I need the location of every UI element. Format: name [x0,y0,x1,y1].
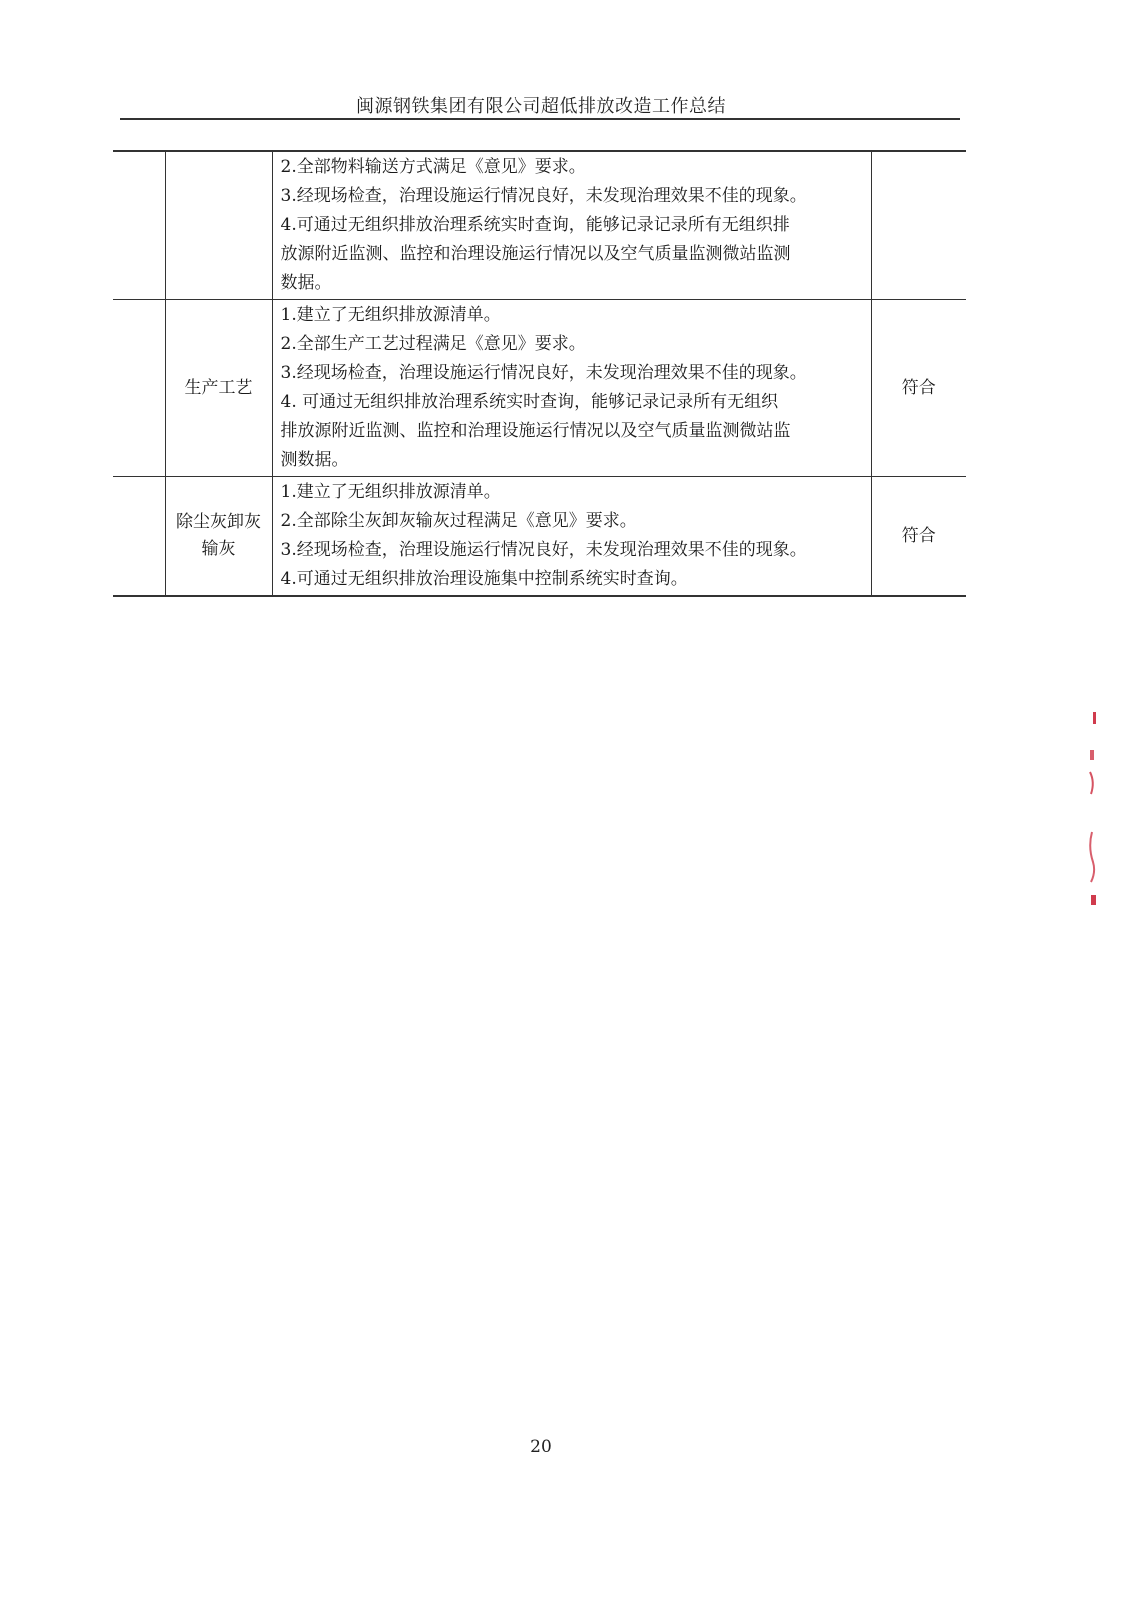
content-cell [272,151,871,300]
content-line: 2.全部物料输送方式满足《意见》要求。 [280,157,586,177]
content-line: 4.可通过无组织排放治理设施集中控制系统实时查询。 [280,569,688,589]
category-cell: 除尘灰卸灰输灰 [165,477,272,597]
index-cell [113,477,165,597]
content-line: 2.全部生产工艺过程满足《意见》要求。 [280,334,586,354]
seal-stamp-fragment-icon [1087,712,1097,912]
document-header-title: 闽源钢铁集团有限公司超低排放改造工作总结 [356,96,726,117]
content-line: 1.建立了无组织排放源清单。 [280,482,501,502]
content-line: 数据。 [280,273,332,293]
content-line: 4.可通过无组织排放治理系统实时查询，能够记录记录所有无组织排 [280,215,790,235]
content-line: 3.经现场检查，治理设施运行情况良好，未发现治理效果不佳的现象。 [280,363,807,383]
content-line: 3.经现场检查，治理设施运行情况良好，未发现治理效果不佳的现象。 [280,540,807,560]
table-row [113,477,966,597]
category-cell: 生产工艺 [165,300,272,477]
content-line: 4. 可通过无组织排放治理系统实时查询，能够记录记录所有无组织 [280,392,779,412]
content-line: 1.建立了无组织排放源清单。 [280,305,501,325]
result-cell: 符合 [871,477,966,597]
page-number: 20 [530,1437,552,1457]
content-line: 排放源附近监测、监控和治理设施运行情况以及空气质量监测微站监 [280,421,791,441]
content-line: 放源附近监测、监控和治理设施运行情况以及空气质量监测微站监测 [280,244,791,264]
index-cell [113,151,165,300]
content-line: 3.经现场检查，治理设施运行情况良好，未发现治理效果不佳的现象。 [280,186,807,206]
category-cell [165,151,272,300]
index-cell [113,300,165,477]
table-row [113,151,966,300]
table-row [113,300,966,477]
content-cell [272,477,871,597]
result-cell [871,151,966,300]
result-cell: 符合 [871,300,966,477]
content-cell [272,300,871,477]
inspection-table [113,150,966,597]
header-rule [120,118,960,120]
content-line: 测数据。 [280,450,349,470]
content-line: 2.全部除尘灰卸灰输灰过程满足《意见》要求。 [280,511,637,531]
